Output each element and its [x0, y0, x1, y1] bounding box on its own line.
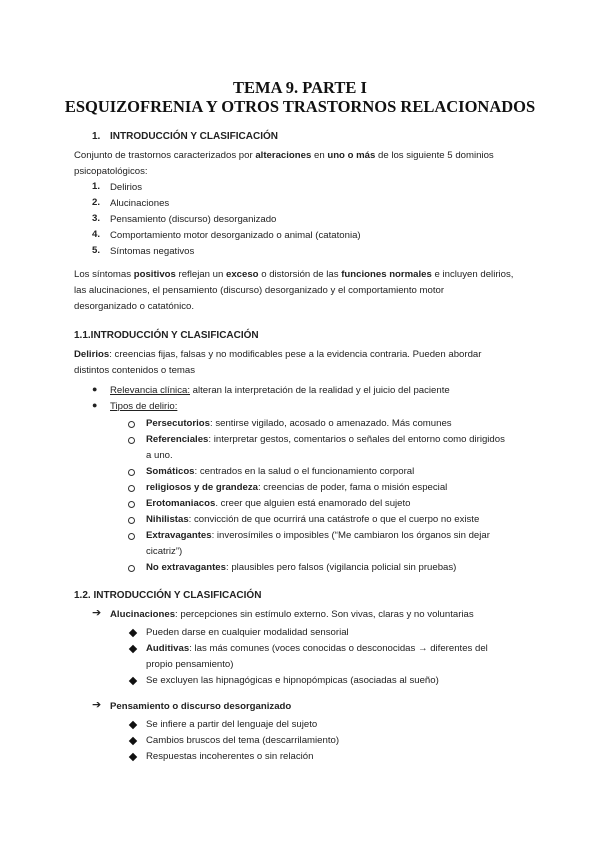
- list-item: Pensamiento (discurso) desorganizado: [110, 214, 277, 225]
- hallucination-item: Se excluyen las hipnagógicas e hipnopómpicas (asociadas al sueño): [146, 675, 439, 686]
- tipos-item: Tipos de delirio:: [110, 401, 178, 412]
- circle-bullet-icon: [128, 421, 135, 428]
- list-item: Síntomas negativos: [110, 246, 195, 257]
- circle-bullet-icon: [128, 501, 135, 508]
- paragraph-line: desorganizado o catatónico.: [74, 301, 195, 312]
- positive-symptoms-paragraph: Los síntomas positivos reflejan un exceso o distorsión de las funciones normales e incluyen delirios,: [74, 269, 514, 280]
- delirios-definition: Delirios: creencias fijas, falsas y no modificables pese a la evidencia contraria. Pueden abordar: [74, 349, 482, 360]
- alucinaciones-item: Alucinaciones: percepciones sin estímulo externo. Son vivas, claras y no voluntarias: [110, 609, 474, 620]
- list-item: Delirios: [110, 182, 142, 193]
- paragraph-line: distintos contenidos o temas: [74, 365, 196, 376]
- document-subtitle: ESQUIZOFRENIA Y OTROS TRASTORNOS RELACIONADOS: [64, 97, 536, 116]
- diamond-bullet-icon: [129, 721, 137, 729]
- list-number: 4.: [92, 229, 101, 240]
- diamond-bullet-icon: [129, 677, 137, 685]
- thought-item: Cambios bruscos del tema (descarrilamiento): [146, 735, 340, 746]
- arrow-right-icon: ➔: [92, 699, 102, 711]
- diamond-bullet-icon: [129, 629, 137, 637]
- diamond-bullet-icon: [129, 753, 137, 761]
- delusion-type-continued: a uno.: [146, 450, 173, 461]
- circle-bullet-icon: [128, 437, 135, 444]
- thought-item: Se infiere a partir del lenguaje del sujeto: [146, 719, 318, 730]
- circle-bullet-icon: [128, 565, 135, 572]
- section-1-1-heading: 1.1.INTRODUCCIÓN Y CLASIFICACIÓN: [74, 330, 259, 341]
- delusion-type: Persecutorios: sentirse vigilado, acosado o amenazado. Más comunes: [146, 418, 452, 429]
- delusion-type: Extravagantes: inverosímiles o imposibles (“Me cambiaron los órganos sin dejar: [146, 530, 490, 541]
- section-1-2-heading: 1.2. INTRODUCCIÓN Y CLASIFICACIÓN: [74, 590, 262, 601]
- thought-item: Respuestas incoherentes o sin relación: [146, 751, 314, 762]
- delusion-type: religiosos y de grandeza: creencias de poder, fama o misión especial: [146, 482, 448, 493]
- bullet-icon: ●: [92, 400, 98, 410]
- list-item: Alucinaciones: [110, 198, 170, 209]
- circle-bullet-icon: [128, 517, 135, 524]
- diamond-bullet-icon: [129, 645, 137, 653]
- delusion-type: No extravagantes: plausibles pero falsos (vigilancia policial sin pruebas): [146, 562, 457, 573]
- document-title: TEMA 9. PARTE I: [233, 78, 367, 97]
- hallucination-item-continued: propio pensamiento): [146, 659, 234, 670]
- delusion-type: Nihilistas: convicción de que ocurrirá una catástrofe o que el cuerpo no existe: [146, 514, 480, 525]
- circle-bullet-icon: [128, 485, 135, 492]
- hallucination-item: Pueden darse en cualquier modalidad sensorial: [146, 627, 349, 638]
- section-1-intro-line2: psicopatológicos:: [74, 166, 148, 177]
- section-1-intro: Conjunto de trastornos caracterizados por alteraciones en uno o más de los siguiente 5 dominios: [74, 150, 494, 161]
- list-item: Comportamiento motor desorganizado o animal (catatonia): [110, 230, 361, 241]
- list-number: 5.: [92, 245, 101, 256]
- relevancia-item: Relevancia clínica: alteran la interpretación de la realidad y el juicio del paciente: [110, 385, 450, 396]
- circle-bullet-icon: [128, 533, 135, 540]
- list-number: 3.: [92, 213, 101, 224]
- circle-bullet-icon: [128, 469, 135, 476]
- hallucination-item: Auditivas: las más comunes (voces conocidas o desconocidas → diferentes del: [146, 643, 488, 654]
- delusion-type: Erotomaniacos. creer que alguien está enamorado del sujeto: [146, 498, 411, 509]
- pensamiento-item: Pensamiento o discurso desorganizado: [110, 701, 292, 712]
- bullet-icon: ●: [92, 384, 98, 394]
- arrow-right-icon: ➔: [92, 607, 102, 619]
- delusion-type: Somáticos: centrados en la salud o el funcionamiento corporal: [146, 466, 415, 477]
- list-number: 1.: [92, 181, 101, 192]
- delusion-type: Referenciales: interpretar gestos, comentarios o señales del entorno como dirigidos: [146, 434, 505, 445]
- delusion-type-continued: cicatriz”): [146, 546, 183, 557]
- section-1-number: 1.: [92, 131, 101, 142]
- list-number: 2.: [92, 197, 101, 208]
- paragraph-line: las alucinaciones, el pensamiento (discurso) desorganizado y el comportamiento motor: [74, 285, 445, 296]
- diamond-bullet-icon: [129, 737, 137, 745]
- section-1-heading: INTRODUCCIÓN Y CLASIFICACIÓN: [110, 131, 278, 142]
